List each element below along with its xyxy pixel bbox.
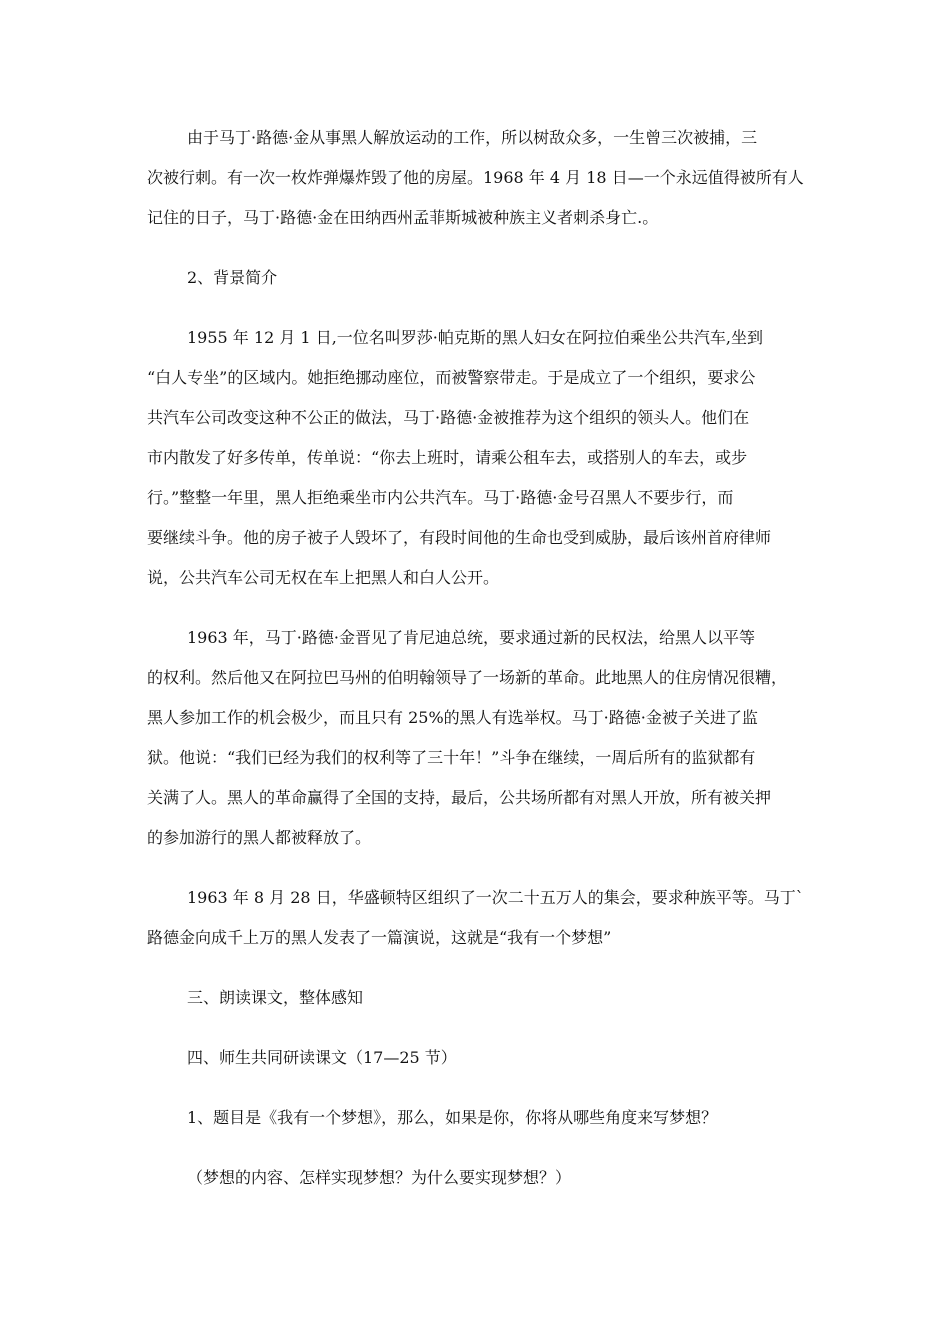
section-heading: 2、背景简介	[187, 268, 278, 287]
paragraph-line: 市内散发了好多传单，传单说：“你去上班时，请乘公租车去，或搭别人的车去，或步	[147, 448, 748, 467]
paragraph-line: 1955 年 12 月 1 日,一位名叫罗莎·帕克斯的黑人妇女在阿拉伯乘坐公共汽车,坐到	[187, 328, 763, 347]
paragraph-line: 行。”整整一年里，黑人拒绝乘坐市内公共汽车。马丁·路德·金号召黑人不要步行，而	[147, 488, 734, 507]
section-heading: 三、朗读课文，整体感知	[187, 988, 364, 1007]
paragraph-line: 1963 年，马丁·路德·金晋见了肯尼迪总统，要求通过新的民权法，给黑人以平等	[187, 628, 755, 647]
paragraph-line: 黑人参加工作的机会极少，而且只有 25%的黑人有选举权。马丁·路德·金被子关进了监	[147, 708, 758, 727]
section-heading: 四、师生共同研读课文（17—25 节）	[187, 1048, 457, 1067]
paragraph-line: 要继续斗争。他的房子被子人毁坏了，有段时间他的生命也受到威胁，最后该州首府律师	[147, 528, 772, 547]
paragraph-line: 狱。他说：“我们已经为我们的权利等了三十年！”斗争在继续，一周后所有的监狱都有	[147, 748, 756, 767]
question-line: 1、题目是《我有一个梦想》，那么，如果是你，你将从哪些角度来写梦想？	[187, 1108, 718, 1127]
paragraph-line: 路德金向成千上万的黑人发表了一篇演说，这就是“我有一个梦想”	[147, 928, 612, 947]
paragraph-line: 由于马丁·路德·金从事黑人解放运动的工作，所以树敌众多，一生曾三次被捕，三	[187, 128, 758, 147]
paragraph-line: 说，公共汽车公司无权在车上把黑人和白人公开。	[147, 568, 500, 587]
paragraph-line: “白人专坐”的区域内。她拒绝挪动座位，而被警察带走。于是成立了一个组织，要求公	[147, 368, 756, 387]
paragraph-line: 的权利。然后他又在阿拉巴马州的伯明翰领导了一场新的革命。此地黑人的住房情况很糟，	[147, 668, 788, 687]
answer-hint-line: （梦想的内容、怎样实现梦想？为什么要实现梦想？）	[187, 1168, 572, 1187]
paragraph-line: 的参加游行的黑人都被释放了。	[147, 828, 372, 847]
paragraph-line: 记住的日子，马丁·路德·金在田纳西州孟菲斯城被种族主义者刺杀身亡.。	[147, 208, 659, 227]
paragraph-line: 共汽车公司改变这种不公正的做法，马丁·路德·金被推荐为这个组织的领头人。他们在	[147, 408, 750, 427]
paragraph-line: 关满了人。黑人的革命赢得了全国的支持，最后，公共场所都有对黑人开放，所有被关押	[147, 788, 772, 807]
paragraph-line: 1963 年 8 月 28 日，华盛顿特区组织了一次二十五万人的集会，要求种族平等。马丁`	[187, 888, 804, 907]
paragraph-line: 次被行刺。有一次一枚炸弹爆炸毁了他的房屋。1968 年 4 月 18 日—一个永远值得被所有人	[147, 168, 804, 187]
